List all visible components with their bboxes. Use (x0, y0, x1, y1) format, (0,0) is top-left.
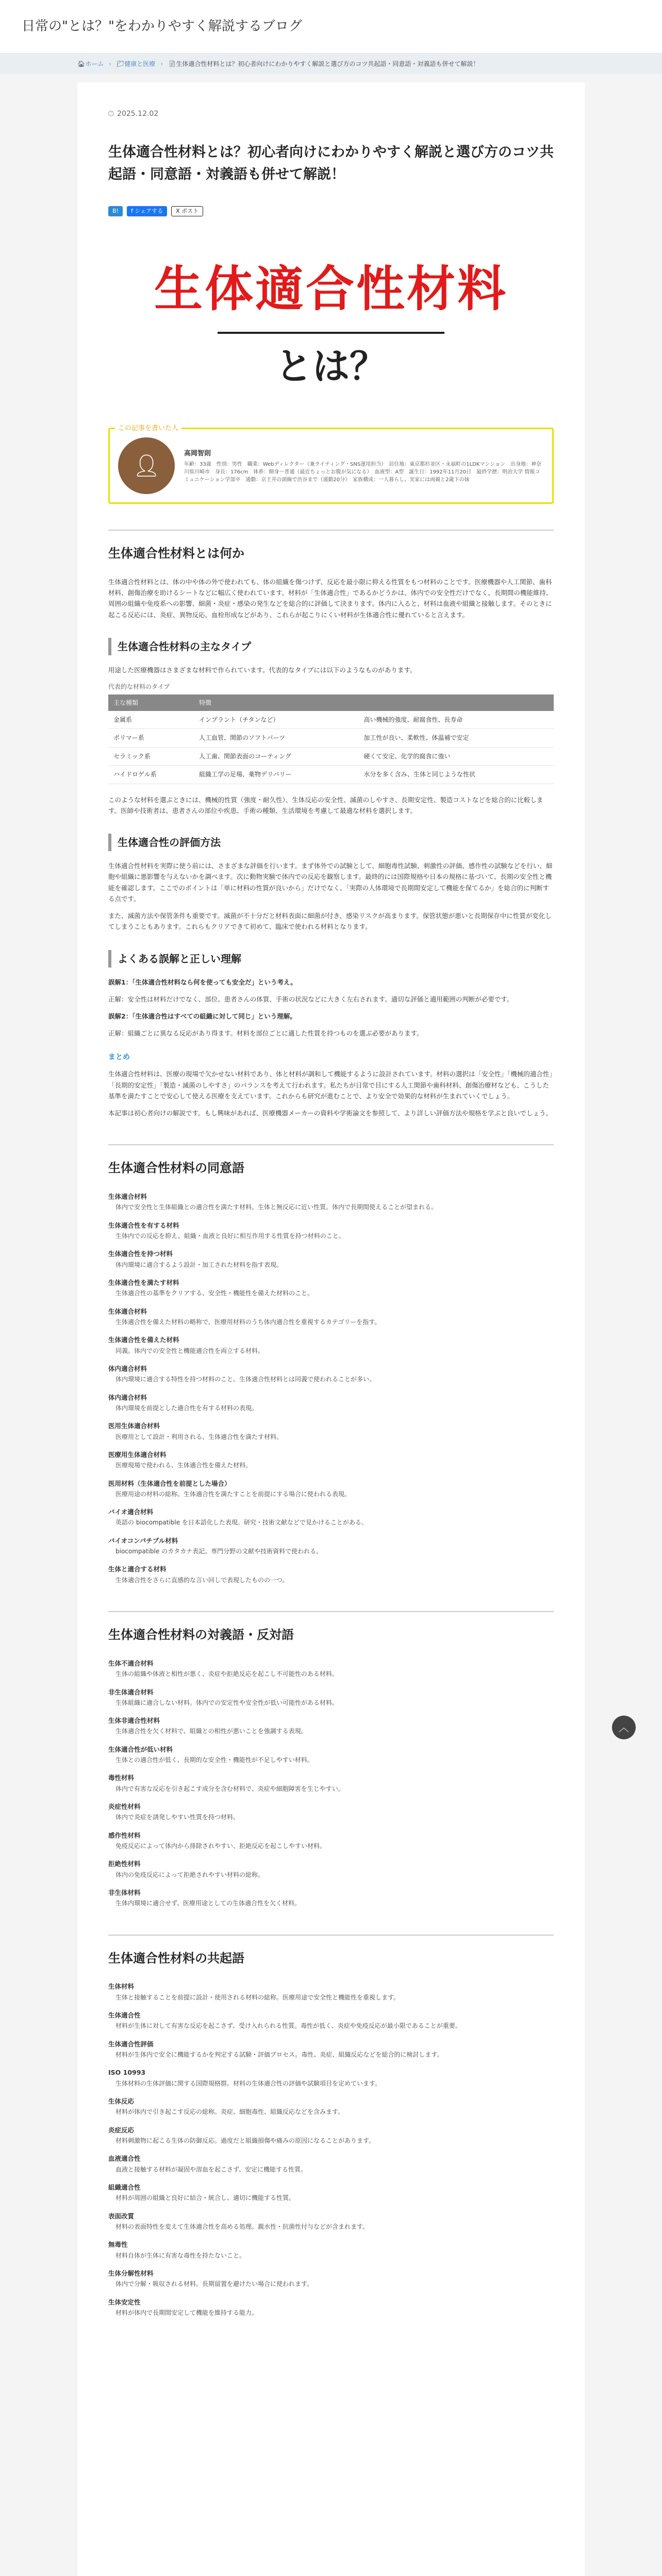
list-item (108, 2125, 554, 2146)
term-definition: 医療用として設計・利用される、生体適合性を満たす材料。 (115, 1433, 283, 1440)
scroll-to-top-button[interactable] (612, 1716, 636, 1739)
list-item (108, 1658, 554, 1680)
term-name: 生体適合性を満たす材料 (108, 1279, 179, 1287)
term-definition: 体内の免疫反応によって拒絶されやすい材料の総称。 (115, 1871, 264, 1878)
author-name[interactable]: 高岡智則 (184, 449, 211, 457)
breadcrumb-separator: › (109, 60, 112, 67)
section-heading-synonyms: 生体適合性材料の同意語 (108, 1144, 554, 1179)
list-item (108, 2039, 554, 2060)
collocations-list (108, 1981, 554, 2318)
term-name: 体内適合材料 (108, 1393, 147, 1401)
term-definition: biocompatible のカタカナ表記。専門分野の文献や技術資料で使われる。 (115, 1548, 323, 1555)
breadcrumb-current: 生体適合性材料とは？初心者向けにわかりやすく解説と選び方のコツ共起語・同意語・対義語も併せて解説！ (176, 60, 479, 67)
term-definition: 体内で有害な反応を引き起こす成分を含む材料で、炎症や細胞障害を生じやすい。 (115, 1785, 344, 1792)
term-name: 表面改質 (108, 2212, 135, 2220)
list-item (108, 2211, 554, 2232)
term-name: 非生体適合材料 (108, 1688, 154, 1696)
term-name: 生体適合材料 (108, 1193, 147, 1201)
summary-paragraph-2: 本記事は初心者向けの解説です。もし興味があれば、医療機器メーカーの資料や学術論文を参照して、より詳しい評価方法や規格を学ぶと良いでしょう。 (108, 1109, 553, 1117)
section-heading-collocations: 生体適合性材料の共起語 (108, 1935, 554, 1969)
table-cell: ハイドロゲル系 (108, 766, 194, 784)
types-table (108, 694, 554, 784)
term-definition: 体内で炎症を誘発しやすい性質を持つ材料。 (115, 1814, 240, 1821)
clock-icon: 🕒︎ (108, 110, 114, 118)
table-cell: 水分を多く含み、生体と同じような性状 (358, 766, 554, 784)
subheading-types: 生体適合性材料の主なタイプ (108, 638, 554, 655)
table-cell: 硬くて安定、化学的腐食に強い (358, 747, 554, 765)
chevron-up-icon: ︿ (619, 1721, 629, 1734)
article-card (77, 82, 585, 2576)
eyecatch-image (108, 237, 554, 412)
table-row (108, 729, 554, 747)
term-name: 非生体材料 (108, 1889, 141, 1897)
term-definition: 生体適合性の基準をクリアする、安全性・機能性を備えた材料のこと。 (115, 1290, 314, 1297)
term-definition: 体内環境を前提とした適合性を有する材料の表現。 (115, 1404, 258, 1412)
antonyms-list (108, 1658, 554, 1909)
term-definition: 医療用途の材料の総称。生体適合性を満たすことを前提にする場合に使われる表現。 (115, 1490, 351, 1498)
folder-icon: 📁︎ (117, 60, 125, 67)
breadcrumb-separator: › (160, 60, 163, 67)
term-name: 生体安定性 (108, 2298, 141, 2306)
list-item (108, 2297, 554, 2318)
term-definition: 体内環境に適合するよう設計・加工された材料を指す表現。 (115, 1261, 283, 1268)
misconception-1: 誤解1：「生体適合性材料なら何を使っても安全だ」という考え。 (108, 978, 297, 986)
eval-paragraph-2: また、滅菌方法や保管条件も重要です。滅菌が不十分だと材料表面に細菌が付き、感染リスクが高まります。保管状態が悪いと長期保存中に性質が変化してしまうこともあります。これらもクリアできて初めて、臨床で使われる材料となります。 (108, 912, 552, 931)
term-definition: 生体内環境に適合せず、医療用途としての生体適合性を欠く材料。 (115, 1900, 301, 1907)
list-item (108, 1535, 554, 1557)
table-cell: 人工歯、関節表面のコーティング (194, 747, 358, 765)
correction-2: 正解：組織ごとに異なる反応があり得ます。材料を部位ごとに適した性質を持つものを選ぶ必要があります。 (108, 1029, 423, 1038)
list-item (108, 1687, 554, 1708)
term-name: 医療用生体適合材料 (108, 1450, 167, 1459)
term-name: 生体適合性を持つ材料 (108, 1250, 173, 1258)
term-definition: 生体適合性を備えた材料の略称で、医療用材料のうち体内適合性を重視するカテゴリーを指す。 (115, 1318, 381, 1326)
list-item (108, 2182, 554, 2204)
list-item (108, 2096, 554, 2117)
table-row (108, 711, 554, 729)
term-definition: 体内で分解・吸収される材料。長期留置を避けたい場合に使われます。 (115, 2280, 313, 2288)
term-definition: 生体材料の生体評価に関する国際規格群。材料の生体適合性の評価や試験項目を定めています。 (115, 2079, 382, 2087)
term-definition: 材料が生体に対して有害な反応を起こさず、受け入れられる性質。毒性が低く、炎症や免疫反応が最小限であることが重要。 (115, 2022, 461, 2030)
subheading-misconceptions: よくある誤解と正しい理解 (108, 950, 554, 968)
term-definition: 体内で安全性と生体組織との適合性を満たす材料。生体と無反応に近い性質。体内で長期間使えることが望まれる。 (115, 1204, 438, 1211)
term-name: 拒絶性材料 (108, 1860, 141, 1868)
table-cell: インプラント（チタンなど） (194, 711, 358, 729)
list-item (108, 1478, 554, 1500)
home-icon: 🏠︎ (77, 60, 86, 67)
term-name: バイオコンパチブル材料 (108, 1536, 178, 1545)
list-item (108, 2268, 554, 2290)
list-item (108, 1801, 554, 1823)
table-cell: 金属系 (108, 711, 194, 729)
table-header: 特徴 (194, 694, 358, 711)
term-definition: 材料が周囲の組織と良好に結合・統合し、適切に機能する性質。 (115, 2194, 295, 2202)
term-definition: 生体の組織や体液と相性が悪く、炎症や拒絶反応を起こし不可能性のある材料。 (115, 1670, 338, 1678)
list-item (108, 1715, 554, 1737)
list-item (108, 1830, 554, 1852)
section-heading-intro: 生体適合性材料とは何か (108, 530, 554, 564)
term-name: ISO 10993 (108, 2069, 146, 2077)
table-header (358, 694, 554, 711)
term-name: 生体不適合材料 (108, 1659, 154, 1667)
list-item (108, 1334, 554, 1356)
post-date (108, 108, 554, 121)
term-name: 医用材料（生体適合性を前提とした場合） (108, 1479, 231, 1487)
term-definition: 生体と接触することを前提に設計・使用される材料の総称。医療用途で安全性と機能性を重視します。 (115, 1993, 400, 2001)
table-cell: 加工性が良い、柔軟性、体温補で安定 (358, 729, 554, 747)
term-name: バイオ適合材料 (108, 1508, 154, 1516)
term-definition: 同義。体内での安全性と機能適合性を両立する材料。 (115, 1347, 264, 1354)
author-box-label: この記事を書いた人 (115, 423, 181, 434)
term-definition: 材料刺激物に起こる生体の防御反応。過度だと組織損傷や痛みの原因になることがあります。 (115, 2137, 375, 2144)
list-item (108, 1887, 554, 1909)
site-title[interactable]: 日常の"とは？"をわかりやすく解説するブログ (22, 19, 302, 35)
term-name: 炎症性材料 (108, 1803, 141, 1811)
term-definition: 材料自体が生体に有害な毒性を持たないこと。 (115, 2251, 246, 2259)
avatar (118, 437, 175, 494)
breadcrumb-home[interactable]: ホーム (85, 60, 104, 67)
summary-heading: まとめ (108, 1053, 130, 1061)
post-date-text: 2025.12.02 (117, 110, 159, 118)
term-name: 生体と適合する材料 (108, 1565, 167, 1573)
term-definition: 生体内での反応を抑え、組織・血液と良好に相互作用する性質を持つ材料のこと。 (115, 1232, 345, 1240)
share-buttons (108, 206, 554, 216)
list-item (108, 1772, 554, 1794)
list-item (108, 1744, 554, 1766)
term-name: 体内適合材料 (108, 1365, 147, 1372)
hatena-share-button[interactable]: B! (108, 206, 123, 216)
table-header-row (108, 694, 554, 711)
eval-intro-paragraph: このような材料を選ぶときには、機械的性質（強度・耐久性）、生体反応の安全性、滅菌のしやすさ、長期安定性、製造コストなどを総合的に比較します。医師や技術者は、患者さんの部位や疾患、手術の種類、生活環境を考慮して最適な材料を選択します。 (108, 795, 543, 815)
list-item (108, 1277, 554, 1299)
term-name: 生体適合性を有する材料 (108, 1221, 179, 1229)
term-definition: 生体組織に適合しない材料。体内での安定性や安全性が低い可能性がある材料。 (115, 1699, 339, 1706)
author-description: 年齢：33歳 性別：男性 職業：Webディレクター（兼ライティング・SNS運用担当） 居住地：東京都杉並区・永福町の1LDKマンション 出身地：神奈川県川崎市 身長：176cm 体系：細身〜普通（最近ちょっとお腹が気になる） 血液型：A型 誕生日：1992年11月20日 最終学歴：明治大学 情報コミュニケーション学部卒 通勤：京王井の頭線で渋谷まで（通勤20分） 家族構成：一人暮らし、実家には両親と2歳下の妹 (184, 461, 541, 483)
list-item (108, 1220, 554, 1242)
list-item (108, 2153, 554, 2175)
term-name: 生体非適合性材料 (108, 1717, 160, 1725)
term-definition: 医療現場で使われる、生体適合性を備えた材料。 (115, 1462, 252, 1469)
site-header (0, 0, 662, 54)
list-item (108, 1506, 554, 1528)
list-item (108, 1363, 554, 1385)
breadcrumb (0, 54, 662, 74)
correction-1: 正解：安全性は材料だけでなく、部位、患者さんの体質、手術の状況などに大きく左右されます。適切な評価と適用範囲の判断が必要です。 (108, 995, 514, 1003)
term-name: 生体適合性が低い材料 (108, 1745, 173, 1753)
person-icon: 👤︎ (133, 453, 160, 479)
term-definition: 体内環境に適合する特性を持つ材料のこと。生体適合性材料とは同義で使われることが多い。 (115, 1376, 376, 1383)
list-item (108, 1306, 554, 1328)
eyecatch-title: 生体適合性材料 (154, 261, 508, 317)
table-row (108, 747, 554, 765)
section-heading-antonyms: 生体適合性材料の対義語・反対語 (108, 1611, 554, 1646)
term-name: 生体材料 (108, 1982, 135, 1991)
table-cell: 組織工学の足場、薬物デリバリー (194, 766, 358, 784)
term-definition: 生体適合性をさらに直感的な言い回しで表現したものの一つ。 (115, 1576, 289, 1584)
term-name: 生体分解性材料 (108, 2269, 154, 2277)
term-name: 炎症反応 (108, 2126, 135, 2134)
list-item (108, 1420, 554, 1442)
types-paragraph: 用途した医療機器はさまざまな材料で作られています。代表的なタイプには以下のようなものがあります。 (108, 666, 417, 674)
table-caption: 代表的な材料のタイプ (108, 683, 170, 691)
author-box (108, 425, 554, 504)
term-name: 生体適合性を備えた材料 (108, 1336, 179, 1344)
term-definition: 免疫反応によって体内から排除されやすい、拒絶反応を起こしやすい材料。 (115, 1842, 326, 1850)
breadcrumb-category[interactable]: 健康と医療 (124, 60, 156, 67)
term-definition: 生体との適合性が低く、長期的な安全性・機能性が不足しやすい材料。 (115, 1756, 313, 1764)
term-name: 無毒性 (108, 2241, 128, 2249)
facebook-share-button[interactable]: f シェアする (127, 206, 167, 216)
misconception-2: 誤解2：「生体適合性はすべての組織に対して同じ」という理解。 (108, 1012, 296, 1021)
list-item (108, 1191, 554, 1213)
term-name: 医用生体適合材料 (108, 1422, 160, 1430)
list-item (108, 1449, 554, 1471)
summary-paragraph-1: 生体適合性材料は、医療の現場で欠かせない材料であり、体と材料が調和して機能するように設計されています。材料の選択は「安全性」「機械的適合性」「長期的安定性」「製造・滅菌のしやすさ」のバランスを考えて行われます。私たちが日常で目にする人工関節や歯科材料、創傷治療材なども、こうした基準を満たすことで安心して使える医療を支えています。これからも研究が進むことで、より安全で効果的な材料が生まれていくでしょう。 (108, 1070, 553, 1100)
table-row (108, 766, 554, 784)
eval-paragraph-1: 生体適合性材料を実際に使う前には、さまざまな評価を行います。まず体外での試験として、細胞毒性試験、刺激性の評価、感作性の試験などを行い、細胞や組織に悪影響を与えないかを調べます。次に動物実験で体内での反応を観察します。最終的には国際規格や日本の規格に基づいて、長期の安全性と機能を確認します。ここでのポイントは「単に材料の性質が良いから」だけでなく、「実際の人体環境で長期間安定して機能を保てるか」を総合的に判断する点です。 (108, 862, 553, 903)
eyecatch-subtitle: とは？ (275, 345, 387, 388)
author-info (184, 448, 544, 484)
list-item (108, 1392, 554, 1414)
term-definition: 材料が体内で長期間安定して機能を維持する能力。 (115, 2309, 258, 2316)
term-definition: 血液と接触する材料が凝固や溶血を起こさず、安定に機能する性質。 (115, 2165, 307, 2173)
term-name: 毒性材料 (108, 1774, 135, 1782)
x-post-button[interactable]: X ポスト (171, 206, 203, 216)
term-definition: 英語の biocompatible を日本語化した表現。研究・技術文献などで見かけることがある。 (115, 1519, 368, 1527)
list-item (108, 1564, 554, 1585)
table-cell: 人工血管、関節のソフトパーツ (194, 729, 358, 747)
table-cell: 高い機械的強度、耐腐食性、長寿命 (358, 711, 554, 729)
list-item (108, 2239, 554, 2261)
eyecatch-divider (218, 332, 444, 334)
term-name: 生体反応 (108, 2097, 135, 2106)
term-name: 生体適合材料 (108, 1307, 147, 1315)
table-header: 主な種類 (108, 694, 194, 711)
intro-paragraph: 生体適合性材料とは、体の中や体の外で使われても、体の組織を傷つけず、反応を最小限に抑える性質をもつ材料のことです。医療機器や人工関節、歯科材料、創傷治療を助けるシートなどに幅広く使われています。材料が「生体適合性」であるかどうかは、体内での安全性だけでなく、長期間の機能維持、周囲の組織や免疫系への影響、細菌・炎症・感染の発生などを総合的に評価して決まります。体内に入ると、材料は血液や組織と接触します。そのときに起こる反応には、炎症、異物反応、血栓形成などがあり、これらが起こりにくい材料が生体適合性に優れていると言えます。 (108, 578, 553, 619)
term-name: 生体適合性 (108, 2011, 141, 2020)
term-name: 血液適合性 (108, 2155, 141, 2163)
page-title: 生体適合性材料とは？初心者向けにわかりやすく解説と選び方のコツ共起語・同意語・対義語も併せて解説！ (108, 144, 554, 182)
subheading-evaluation: 生体適合性の評価方法 (108, 834, 554, 851)
table-cell: ポリマー系 (108, 729, 194, 747)
list-item (108, 1981, 554, 2003)
list-item (108, 2067, 554, 2089)
list-item (108, 1248, 554, 1270)
term-definition: 材料が生体内で安全に機能するかを判定する試験・評価プロセス。毒性、炎症、組織反応などを総合的に検討します。 (115, 2051, 443, 2059)
list-item (108, 1858, 554, 1880)
term-definition: 材料が体内で引き起こす反応の総称。炎症、細胞毒性、組織反応などを含みます。 (115, 2108, 344, 2116)
synonyms-list (108, 1191, 554, 1585)
list-item (108, 2010, 554, 2031)
term-definition: 生体適合性を欠く材料で、組織との相性が悪いことを強調する表現。 (115, 1727, 307, 1735)
term-name: 感作性材料 (108, 1831, 141, 1839)
document-icon: 📄︎ (168, 60, 176, 67)
term-name: 生体適合性評価 (108, 2040, 154, 2048)
term-name: 組織適合性 (108, 2183, 141, 2191)
term-definition: 材料の表面特性を変えて生体適合性を高める処理。親水性・抗菌性付与などが含まれます。 (115, 2223, 369, 2230)
table-cell: セラミック系 (108, 747, 194, 765)
